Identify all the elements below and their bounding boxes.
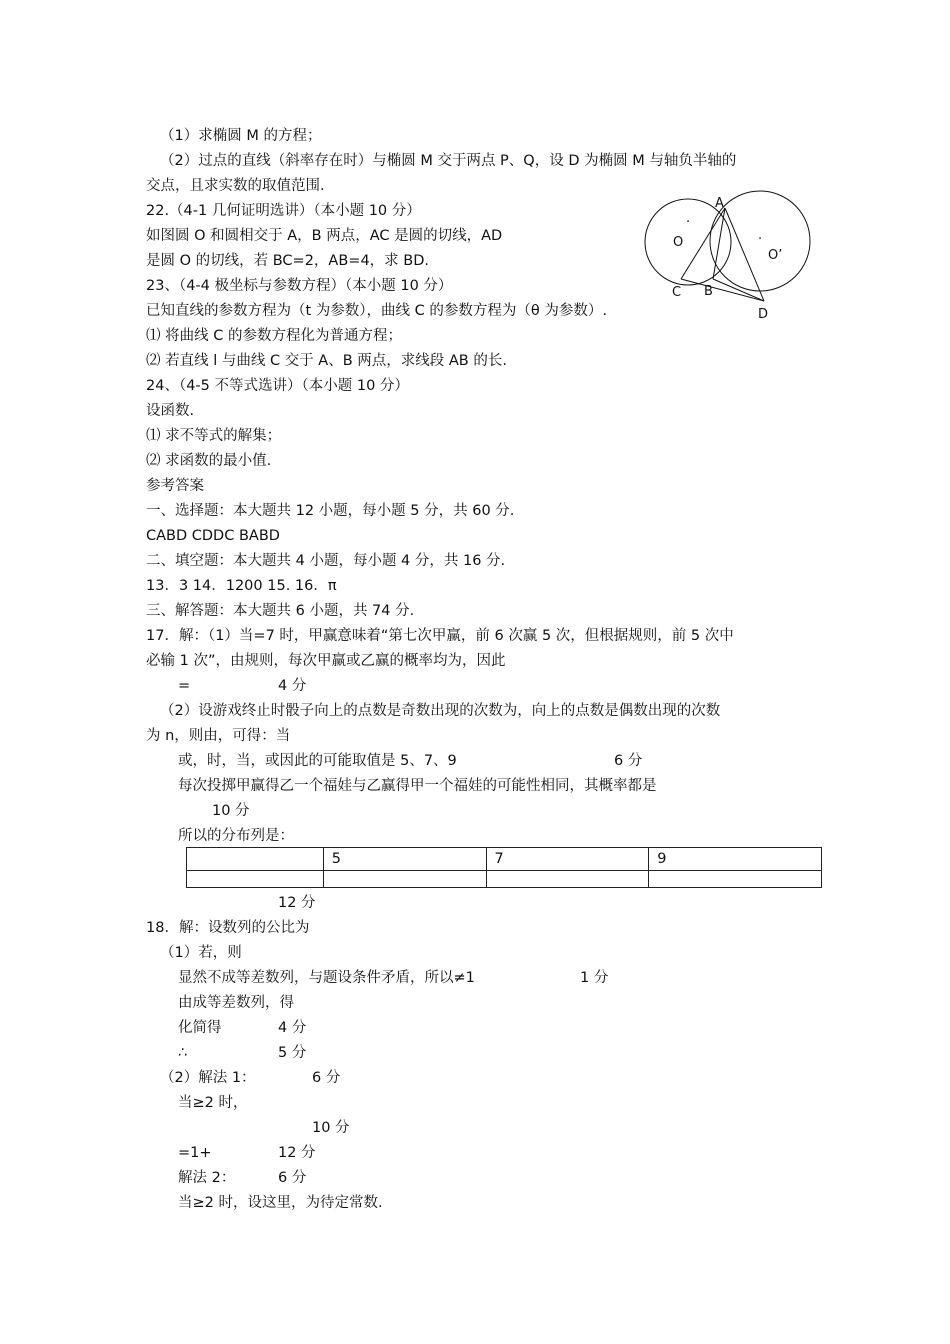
table-row: [187, 848, 822, 871]
score-mark: 12 分: [278, 1145, 316, 1161]
text-line: 设函数.: [146, 403, 195, 419]
text-line: 18．解：设数列的公比为: [146, 920, 310, 936]
center-dot-o-prime: ·: [758, 232, 763, 247]
label-a: A: [715, 196, 724, 211]
text-line: ⑵ 求函数的最小值.: [146, 453, 272, 469]
text-line: 显然不成等差数列，与题设条件矛盾，所以≠1: [178, 970, 475, 986]
text-line: 每次投掷甲赢得乙一个福娃与乙赢得甲一个福娃的可能性相同，其概率都是: [178, 778, 657, 794]
table-cell: [323, 871, 486, 888]
table-cell: 9: [649, 848, 822, 871]
score-mark: 6 分: [312, 1070, 341, 1086]
text-line: 是圆 O 的切线，若 BC=2，AB=4，求 BD.: [146, 253, 430, 269]
score-mark: 1 分: [580, 970, 609, 986]
score-mark: 12 分: [278, 895, 316, 911]
text-line: 三、解答题：本大题共 6 小题，共 74 分.: [146, 603, 415, 619]
center-dot-o: ·: [686, 215, 691, 230]
text-line: 由成等差数列，得: [178, 995, 294, 1011]
section-heading: 23、（4-4 极坐标与参数方程）（本小题 10 分）: [146, 278, 453, 294]
text-line: 已知直线的参数方程为（t 为参数），曲线 C 的参数方程为（θ 为参数）.: [146, 303, 607, 319]
text-line: 一、选择题：本大题共 12 小题，每小题 5 分，共 60 分.: [146, 503, 515, 519]
score-mark: 6 分: [614, 753, 643, 769]
table-cell: 5: [323, 848, 486, 871]
score-mark: 5 分: [278, 1045, 307, 1061]
text-line: （1）若，则: [160, 945, 242, 961]
score-mark: 6 分: [278, 1170, 307, 1186]
score-mark: 4 分: [278, 678, 307, 694]
table-cell: [486, 871, 649, 888]
text-line: ∴: [178, 1045, 188, 1061]
text-line: =: [178, 678, 191, 694]
table-cell: [187, 871, 324, 888]
choice-answers: CABD CDDC BABD: [146, 528, 280, 544]
text-line: 17．解：（1）当=7 时，甲赢意味着“第七次甲赢，前 6 次赢 5 次，但根据规则，前 5 次中: [146, 628, 734, 644]
text-line: 当≥2 时，设这里，为待定常数.: [178, 1195, 383, 1211]
text-line: （2）设游戏终止时骰子向上的点数是奇数出现的次数为，向上的点数是偶数出现的次数: [160, 703, 721, 719]
table-cell: [649, 871, 822, 888]
table-cell: [187, 848, 324, 871]
fill-answers: 13．3 14．1200 15. 16．π: [146, 578, 337, 594]
text-line: 如图圆 O 和圆相交于 A，B 两点，AC 是圆的切线，AD: [146, 228, 503, 244]
intersecting-circles-figure: [640, 190, 820, 322]
score-mark: 10 分: [312, 1120, 350, 1136]
label-o: O: [673, 235, 684, 250]
text-line: 为 n，则由，可得：当: [146, 728, 291, 744]
text-line: 二、填空题：本大题共 4 小题，每小题 4 分，共 16 分.: [146, 553, 506, 569]
text-line: ⑴ 将曲线 C 的参数方程化为普通方程；: [146, 328, 402, 344]
label-o-prime: O’: [768, 248, 783, 263]
text-line: （1）求椭圆 M 的方程；: [160, 128, 322, 144]
text-line: 所以的分布列是：: [178, 828, 294, 844]
label-d: D: [758, 307, 769, 322]
label-b: B: [704, 284, 713, 299]
text-line: 当≥2 时，: [178, 1095, 248, 1111]
score-mark: 4 分: [278, 1020, 307, 1036]
section-heading: 22.（4-1 几何证明选讲）（本小题 10 分）: [146, 203, 421, 219]
circle-o: [645, 199, 731, 285]
text-line: 解法 2：: [178, 1170, 236, 1186]
text-line: ⑴ 求不等式的解集；: [146, 428, 282, 444]
text-line: 交点，且求实数的取值范围.: [146, 178, 325, 194]
text-line: 化简得: [178, 1020, 222, 1036]
label-c: C: [672, 285, 682, 300]
score-mark: 10 分: [212, 803, 250, 819]
text-line: =1+: [178, 1145, 212, 1161]
section-heading: 24、（4-5 不等式选讲）（本小题 10 分）: [146, 378, 409, 394]
distribution-table: [186, 847, 822, 888]
text-line: 必输 1 次”，由规则，每次甲赢或乙赢的概率均为，因此: [146, 653, 506, 669]
text-line: （2）解法 1：: [160, 1070, 256, 1086]
text-line: 或，时，当，或因此的可能取值是 5、7、9: [178, 753, 457, 769]
table-cell: 7: [486, 848, 649, 871]
text-line: ⑵ 若直线 l 与曲线 C 交于 A、B 两点，求线段 AB 的长.: [146, 353, 507, 369]
answers-heading: 参考答案: [146, 478, 204, 494]
text-line: （2）过点的直线（斜率存在时）与椭圆 M 交于两点 P、Q，设 D 为椭圆 M 与轴负半轴的: [160, 153, 737, 169]
table-row: [187, 871, 822, 888]
